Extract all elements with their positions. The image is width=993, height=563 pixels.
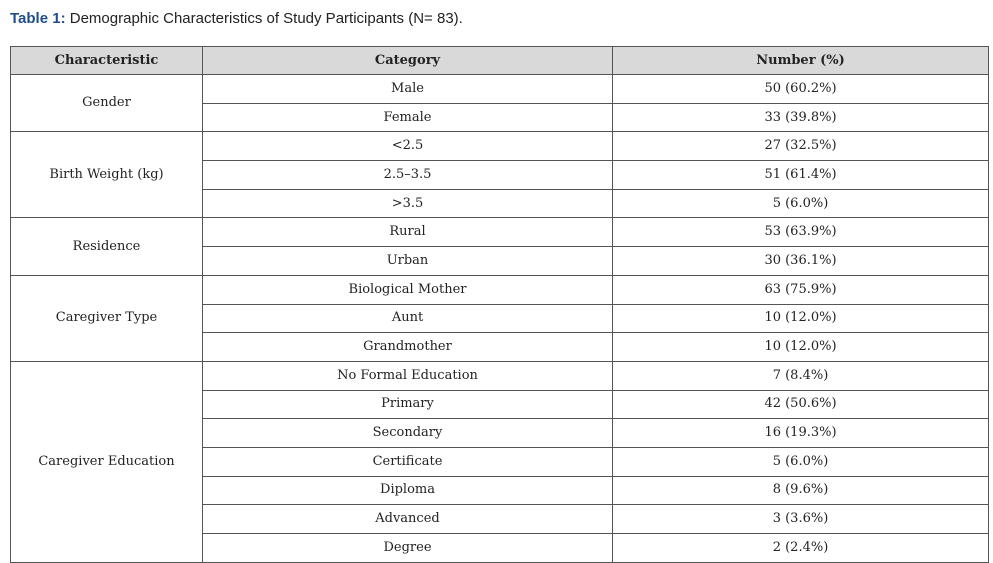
characteristic-cell: Caregiver Type [11, 275, 203, 361]
number-cell: 10 (12.0%) [613, 333, 989, 362]
number-cell: 27 (32.5%) [613, 132, 989, 161]
category-cell: Secondary [203, 419, 613, 448]
table-body [11, 75, 989, 563]
category-cell: Certificate [203, 447, 613, 476]
number-cell: 63 (75.9%) [613, 275, 989, 304]
number-cell: 3 (3.6%) [613, 505, 989, 534]
table-caption-text: Demographic Characteristics of Study Participants (N= 83). [65, 10, 463, 27]
header-characteristic: Characteristic [11, 47, 203, 75]
table-row [11, 218, 989, 247]
table-row [11, 75, 989, 104]
category-cell: Male [203, 75, 613, 104]
category-cell: Biological Mother [203, 275, 613, 304]
number-cell: 2 (2.4%) [613, 534, 989, 563]
category-cell: Urban [203, 247, 613, 276]
demographics-table [10, 46, 989, 563]
table-header [11, 47, 989, 75]
category-cell: Degree [203, 534, 613, 563]
number-cell: 10 (12.0%) [613, 304, 989, 333]
category-cell: Primary [203, 390, 613, 419]
category-cell: >3.5 [203, 189, 613, 218]
table-row [11, 361, 989, 390]
category-cell: Rural [203, 218, 613, 247]
category-cell: Grandmother [203, 333, 613, 362]
category-cell: 2.5–3.5 [203, 161, 613, 190]
header-number: Number (%) [613, 47, 989, 75]
characteristic-cell: Gender [11, 75, 203, 132]
number-cell: 5 (6.0%) [613, 189, 989, 218]
characteristic-cell: Caregiver Education [11, 361, 203, 562]
category-cell: Aunt [203, 304, 613, 333]
category-cell: No Formal Education [203, 361, 613, 390]
category-cell: Advanced [203, 505, 613, 534]
number-cell: 30 (36.1%) [613, 247, 989, 276]
characteristic-cell: Birth Weight (kg) [11, 132, 203, 218]
number-cell: 8 (9.6%) [613, 476, 989, 505]
category-cell: <2.5 [203, 132, 613, 161]
number-cell: 5 (6.0%) [613, 447, 989, 476]
number-cell: 33 (39.8%) [613, 103, 989, 132]
header-row [11, 47, 989, 75]
number-cell: 7 (8.4%) [613, 361, 989, 390]
table-caption [10, 10, 463, 27]
number-cell: 16 (19.3%) [613, 419, 989, 448]
characteristic-cell: Residence [11, 218, 203, 275]
table-row [11, 132, 989, 161]
number-cell: 50 (60.2%) [613, 75, 989, 104]
table-caption-label: Table 1: [10, 10, 66, 27]
number-cell: 51 (61.4%) [613, 161, 989, 190]
number-cell: 53 (63.9%) [613, 218, 989, 247]
category-cell: Diploma [203, 476, 613, 505]
header-category: Category [203, 47, 613, 75]
number-cell: 42 (50.6%) [613, 390, 989, 419]
category-cell: Female [203, 103, 613, 132]
table-row [11, 275, 989, 304]
